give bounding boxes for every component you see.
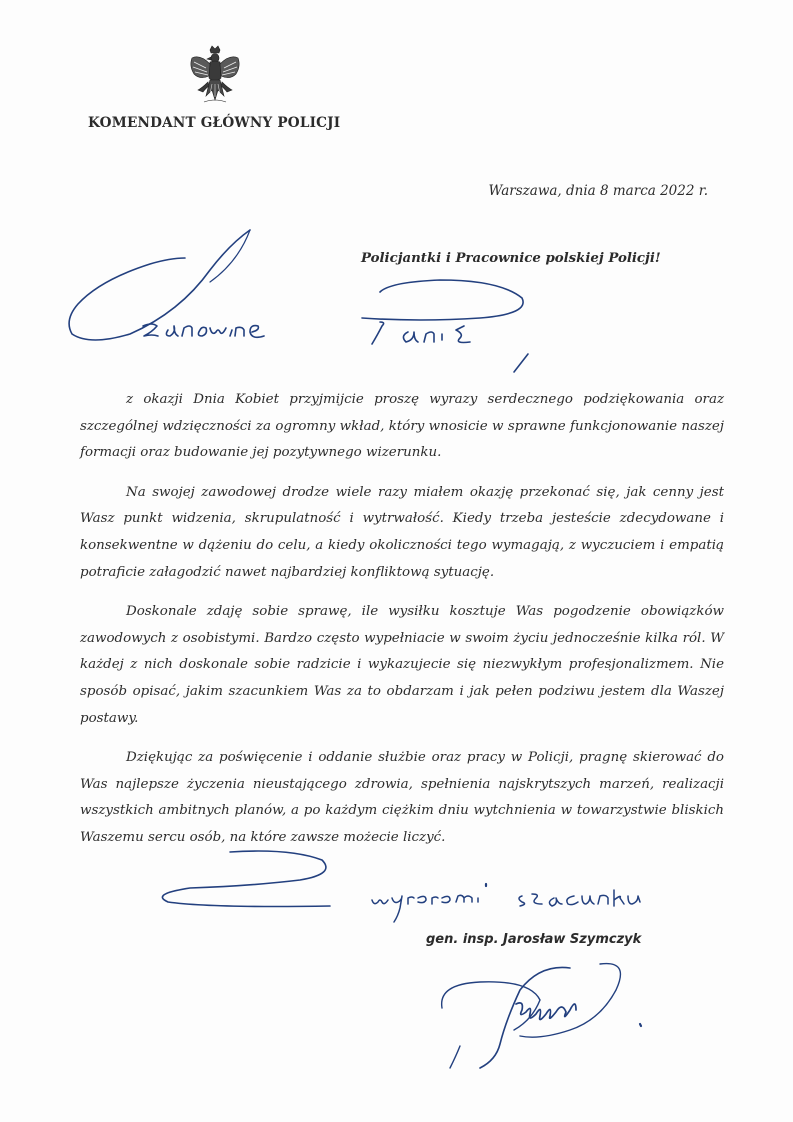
letter-body [80,387,724,865]
signatory-name: gen. insp. Jarosław Szymczyk [426,932,642,947]
handwritten-salutation-text [60,222,61,223]
body-paragraph: Dziękując za poświęcenie i oddanie służbie oraz pracy w Policji, pragnę skierować do Was najlepsze życzenia nieustającego zdrowia, spełnienia najskrytszych marzeń, realizacji wszystkich ambitnych planów, a po każdym ciężkim dniu wytchnienia w towarzystwie bliskich Waszemu sercu osób, na które zawsze możecie liczyć. [80,750,724,845]
date-line: Warszawa, dnia 8 marca 2022 r. [488,183,708,199]
addressee-line: Policjantki i Pracownice polskiej Policji! [361,251,661,266]
handwritten-salutation [60,222,540,382]
body-paragraph: Na swojej zawodowej drodze wiele razy miałem okazję przekonać się, jak cenny jest Wasz punkt widzenia, skrupulatność i wytrwałość. Kiedy trzeba jesteście zdecydowane i konsekwentne w dążeniu do celu, a kiedy okoliczności tego wymagają, z wyczuciem i empatią potraficie załagodzić nawet najbardziej konfliktową sytuację. [80,484,724,580]
handwritten-signature-icon [420,960,660,1070]
institution-heading: KOMENDANT GŁÓWNY POLICJI [88,115,341,131]
body-paragraph: z okazji Dnia Kobiet przyjmijcie proszę wyrazy serdecznego podziękowania oraz szczególnej wdzięczności za ogromny wkład, który wnosicie w sprawne funkcjonowanie naszej formacji oraz budowanie jej pozytywnego wizerunku. [80,392,724,461]
body-paragraph: Doskonale zdaję sobie sprawę, ile wysiłku kosztuje Was pogodzenie obowiązków zawodowych z osobistymi. Bardzo często wypełniacie w swoim życiu jednocześnie kilka ról. W każdej z nich doskonale sobie radzicie i wykazujecie się niezwykłym profesjonalizmem. Nie sposób opisać, jakim szacunkiem Was za to obdarzam i jak pełen podziwu jestem dla Waszej postawy. [80,604,724,726]
polish-eagle-emblem-icon [186,44,244,108]
